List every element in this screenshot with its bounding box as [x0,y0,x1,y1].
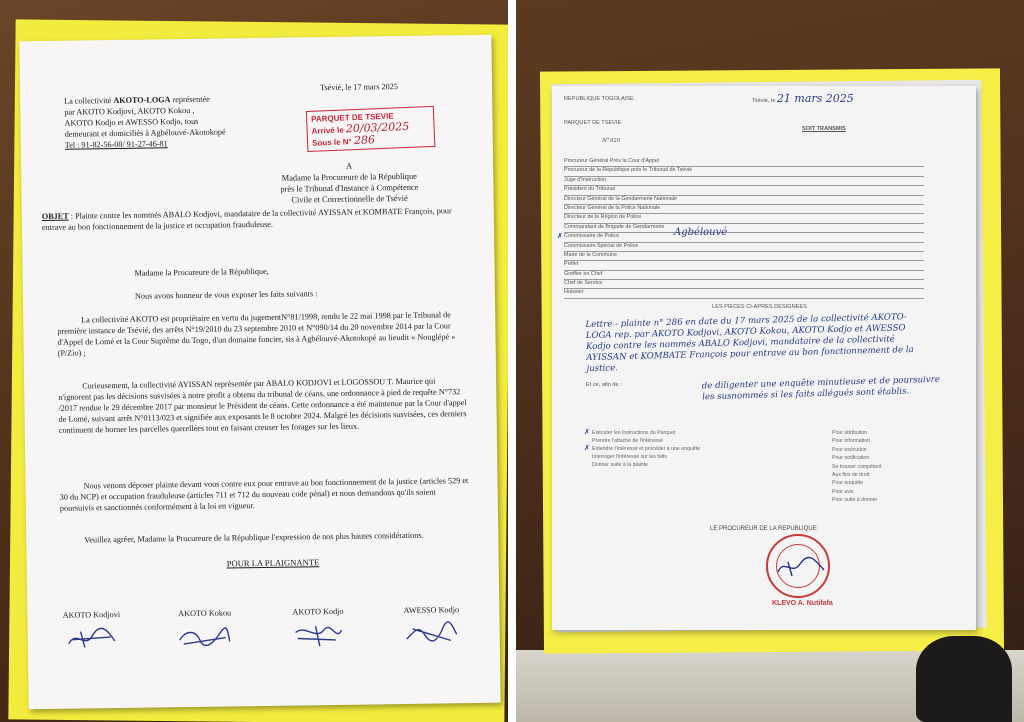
procureur-signature-icon [774,554,828,580]
transmission-date: Tsévié, le 21 mars 2025 [752,92,854,105]
recipients-list [557,158,924,299]
sender-line-4: demeurant et domiciliés à Agbélouvé-Akotokopé [64,127,226,139]
photo-transmission-slip [516,0,1024,722]
instructions-label: Et ce, afin de : [586,382,622,388]
purpose-option: Pour attribution [832,430,868,436]
action-option: Prendre l'attache de l'intéressé [592,438,663,444]
sender-phone: Tel : 91-82-56-08/ 91-27-46-81 [64,139,168,150]
signature-icon [289,622,347,649]
recipient-row: Directeur Général de la Gendarmerie Nationale [564,196,924,205]
letter-paragraph: Curieusement, la collectivité AYISSAN représentée par ABALO KODJOVI et LOGOSSOU T. Maurice qui n'ignorent pas les décisions susvisées à notre profit a obtenu du tribunal de céans, une ordonnance à pied de requête N°732 /2017 rendue le 29 décembre 2017 par monsieur le Président de céans. Cette ordonnance a été maintenue par la Cour d'appel de Lomé, suivant arrêt N°0113/023 et signifiée aux exposants le 8 octobre 2024. Malgré les décisions susvisées, ces derniers continuent de borner les parcelles querellées tout en faisant creuser les forages sur les lieux. [58,376,467,435]
action-option: ✗ Entendre l'intéressé et procéder à une enquête [584,445,700,452]
action-option: Interroger l'intéressé sur les faits [592,454,667,460]
signatures-row [41,605,482,652]
soit-transmis-page [552,86,976,630]
recipient-row: Greffier en Chef [564,271,924,280]
signer-name: AWESSO Kodjo [403,605,460,616]
pieces-handwritten-text: Lettre - plainte n° 286 en date du 17 mars 2025 de la collectivité AKOTO-LOGA rep. par AKOTO Kodjovi, AKOTO Kokou, AKOTO Kodjo et AWESSO Kodjo contre les nommés ABALO Kodjovi, mandataire de la collectivité AYISSAN et KOMBATE François pour entrave au bon fonctionnement de la justice. [585,312,914,375]
stamp-number-row: Sous le N° 286 [311,133,376,148]
recipient-row: Procureur de la République près le Tribunal de Tsévié [564,167,924,176]
signer [155,608,256,650]
signer-name: AKOTO Kodjovi [62,609,121,620]
purpose-option: Pour suite à donner [832,497,878,504]
letter-closing: Veuillez agréer, Madame la Procureure de la République l'expression de nos plus hautes considérations. [84,530,424,545]
purpose-options [832,430,882,506]
recipient-row: Huissier [564,289,924,298]
recipient-row: Commandant de Brigade de Gendarmerie [564,224,924,233]
letter-pour-la-plaignante: POUR LA PLAIGNANTE [226,557,320,569]
check-mark-icon: ✗ [557,233,563,241]
letter-paragraph: La collectivité AKOTO est propriétaire en vertu du jugementN°81/1998, rendu le 22 mai 1998 par le Tribunal de première instance de Tsévié, des arrêts N°19/2010 du 23 septembre 2010 et N°090/14 du 20 novembre 2014 par la Cour d'Appel de Lomé et la Cour Suprême du Togo, d'un domaine foncier, sis à Agbélouvé-Akotokopé au lieudit « Nouglépé » (P/Zio) ; [57,310,456,358]
transmission-date-hw: 21 mars 2025 [776,92,854,105]
signature-icon [63,625,121,652]
purpose-option: Pour enquête [832,480,864,487]
sender-line-1: La collectivité AKOTO-LOGA représentée [64,94,210,106]
recipient-row: Commissaire Spécial de Police [564,243,924,252]
letter-intro: Nous avons honneur de vous exposer les faits suivants : [134,289,318,301]
republique-header: REPUBLIQUE TOGOLAISE [564,96,634,102]
stamp-arrive-date: 20/03/2025 [345,119,410,136]
pieces-heading: LES PIECES CI-APRES DESIGNEES [712,304,807,310]
stamp-title: PARQUET DE TSEVIE [311,111,394,124]
recipient-row: Juge d'Instruction [564,177,924,186]
purpose-option: Aux fins de droit [832,471,870,478]
letter-salutation: Madame la Procureure de la République, [134,266,269,278]
letter-subject [42,205,462,233]
recipient-row: Procureur Général Près la Cour d'Appel [564,158,924,167]
signer-name: AKOTO Kodjo [292,606,344,617]
signer-name: AKOTO Kokou [178,608,232,619]
stamp-arrive-row: Arrivé le 20/03/2025 [311,119,410,136]
recipient-row: Maire de la Commune [564,252,924,261]
subject-label: OBJET [41,211,69,222]
sender-line-2: par AKOTO Kodjovi, AKOTO Kokou , [64,105,195,117]
signer [381,605,482,647]
recipient-row: Directeur Général de la Police Nationale [564,205,924,214]
parquet-received-stamp [306,106,436,152]
recipient-row: Président du Tribunal [564,186,924,195]
soit-transmis-title: SOIT TRANSMIS [802,126,846,132]
recipient-row: Directeur de la Région de Police [564,214,924,223]
sender-line-3: AKOTO Kodjo et AWESSO Kodjo, tous [64,116,199,128]
instructions-handwritten-text: de diligenter une enquête minutieuse et de poursuivre les susnommés si les faits allégués sont établis. [701,374,941,403]
official-seal-icon [766,534,830,598]
complaint-letter-page [19,35,500,710]
recipient-row-commissaire: ✗ Commissaire de Police Agbélouvé [564,233,924,242]
recipient-row: Préfet [564,261,924,270]
purpose-option: Pour avis [832,488,854,495]
collectivity-name: AKOTO-LOGA [113,95,171,106]
commissaire-location-hw: Agbélouvé [674,227,728,239]
purpose-option: Se trouver compétent [832,463,882,470]
action-option: Donner suite à la plainte [592,462,648,468]
signer [41,610,142,652]
check-mark-icon: ✗ [584,429,590,436]
procureur-title: LE PROCUREUR DE LA REPUBLIQUE [710,526,817,532]
purpose-option: Pour notification [832,455,870,462]
action-options [584,429,700,470]
action-option: ✗ Exécuter les Instructions du Parquet [584,429,676,436]
parquet-header: PARQUET DE TSEVIE [564,120,622,126]
signer [268,607,369,649]
purpose-option: Pour information [832,438,871,445]
check-mark-icon: ✗ [584,445,590,452]
recipient-row: Chef de Service [564,280,924,289]
signature-icon [176,623,234,650]
signature-icon [402,620,460,647]
purpose-option: Pour exécution [832,446,867,453]
photo-complaint-letter [0,0,508,722]
addressee-block: A Madame la Procureure de la République près le Tribunal d'Instance à Compétence Civile et Correctionnelle de Tsévié [280,161,419,205]
subject-text: : Plainte contre les nommés ABALO Kodjovi, mandataire de la collectivité AYISSAN et KOMBATE François, pour entrave au bon fonctionnement de la justice et occupation frauduleuse. [41,206,452,233]
photo-divider [508,0,516,722]
shoe [916,636,1012,722]
letter-paragraph: Nous venons déposer plainte devant vous contre eux pour entrave au bon fonctionnement de la justice (articles 529 et 30 du NCP) et occupation frauduleuse (articles 711 et 712 du nouveau code pénal) et nous demandons qu'ils soient poursuivis et sanctionnés conformément à la loi en vigueur. [59,476,469,513]
letter-place-date: Tsévié, le 17 mars 2025 [319,82,398,93]
procureur-name: KLEVO A. Nutifafa [772,600,833,607]
stamp-number: 286 [353,133,376,148]
transmission-number-hw: N°920 [602,138,621,144]
sender-block [64,93,275,151]
